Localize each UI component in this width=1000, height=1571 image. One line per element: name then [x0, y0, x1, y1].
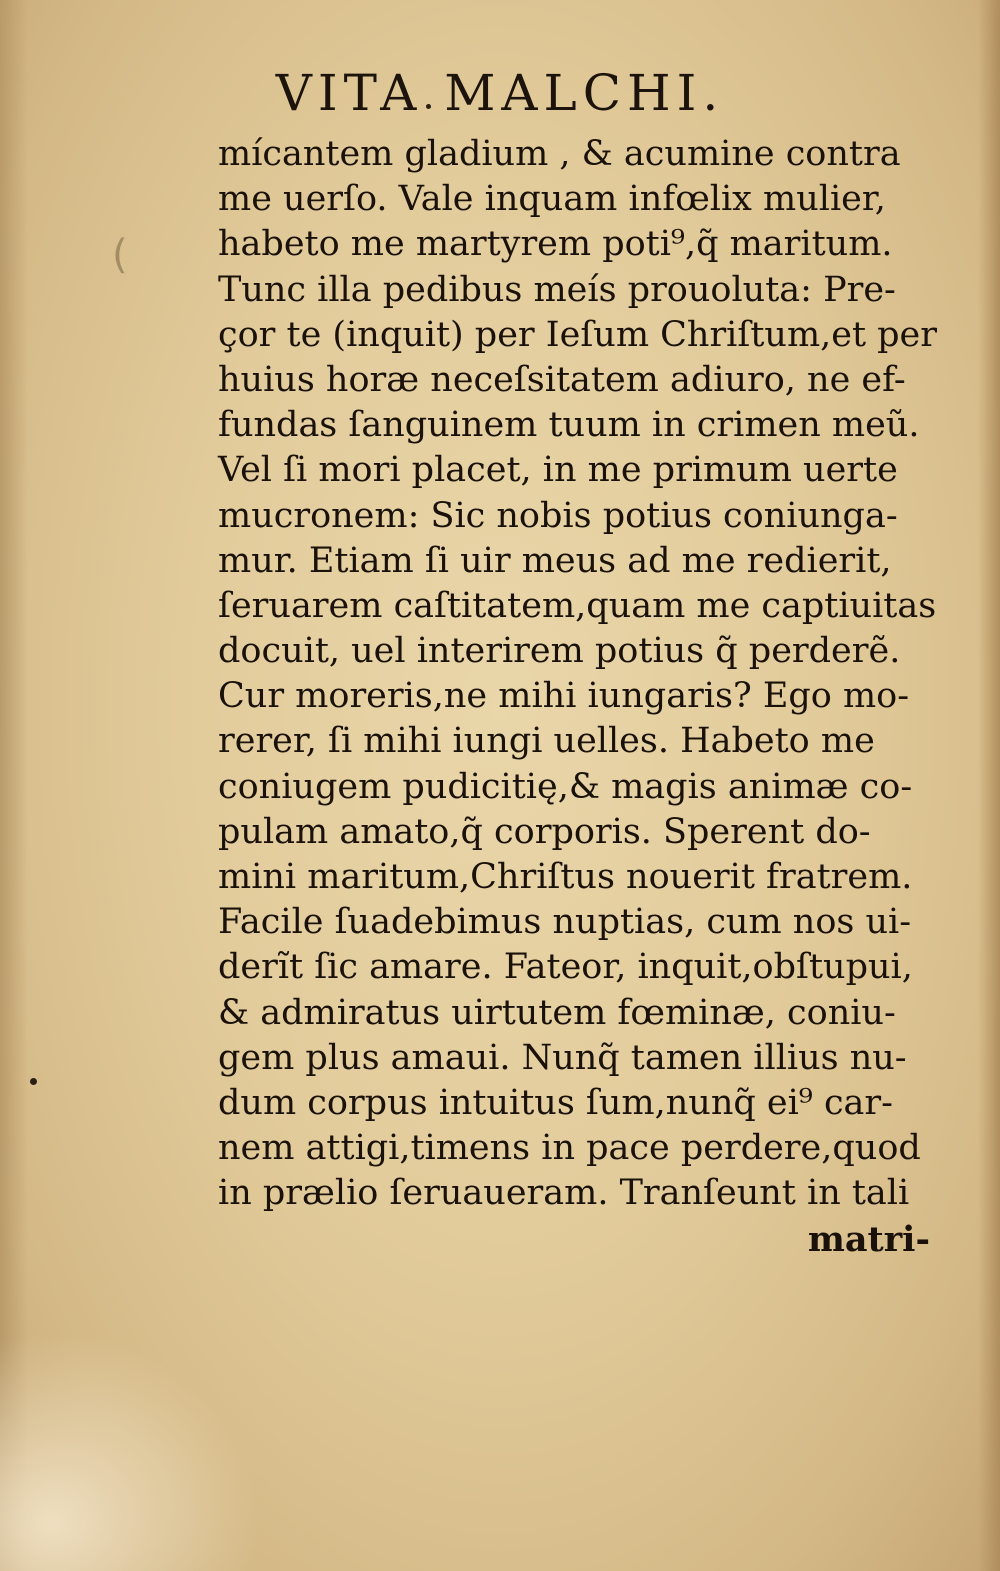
text-line: & admiratus uirtutem fœminæ, coniu-: [218, 992, 896, 1033]
text-line: Facile ſuadebimus nuptias, cum nos ui-: [218, 902, 912, 943]
text-line: mícantem gladium , & acumine contra: [218, 134, 901, 174]
text-line: rerer, ſi mihi iungi uelles. Habeto me: [218, 721, 875, 762]
text-line: dum corpus intuitus ſum,nunq̃ ei⁹ car-: [218, 1082, 893, 1123]
text-line: derĩt ſic amare. Fateor, inquit,obſtupui,: [218, 947, 913, 988]
text-line: çor te (inquit) per Ieſum Chriſtum,et per: [218, 314, 938, 355]
text-line: Cur moreris,ne mihi iungaris? Ego mo-: [218, 676, 910, 717]
text-line: huius horæ neceſsitatem adiuro, ne ef-: [218, 359, 906, 400]
text-line: docuit, uel interirem potius q̃ perderẽ.: [218, 631, 901, 672]
text-line: Tunc illa pedibus meís prouoluta: Pre-: [218, 269, 896, 310]
text-line: me uerſo. Vale inquam infœlix mulier,: [218, 179, 886, 220]
text-line: coniugem pudicitię,& magis animæ co-: [218, 766, 913, 807]
text-line: fundas ſanguinem tuum in crimen meũ.: [218, 405, 920, 446]
paper-stain: [0, 1331, 260, 1571]
text-line: in prælio ſeruaueram. Tranſeunt in tali: [218, 1173, 910, 1214]
catchword: matri-: [807, 1218, 930, 1260]
body-text: [218, 132, 938, 1262]
bleed-through-mark: (: [112, 232, 128, 278]
page-right-shadow: [978, 0, 1000, 1571]
text-line: nem attigi,timens in pace perdere,quod: [218, 1128, 921, 1169]
text-line: mini maritum,Chriſtus nouerit fratrem.: [218, 857, 913, 897]
text-line: mur. Etiam ſi uir meus ad me redierit,: [218, 540, 892, 581]
text-line: habeto me martyrem poti⁹,q̃ maritum.: [218, 224, 893, 265]
text-line: pulam amato,q̃ corporis. Sperent do-: [218, 811, 871, 852]
text-line: Vel ſi mori placet, in me primum uerte: [218, 450, 898, 491]
running-head: VITA MALCHI.: [275, 64, 725, 122]
text-line: ſeruarem caſtitatem,quam me captiuitas: [218, 585, 937, 626]
text-line: mucronem: Sic nobis potius coniunga-: [218, 495, 898, 536]
text-line: gem plus amaui. Nunq̃ tamen illius nu-: [218, 1037, 907, 1078]
ink-speck: [30, 1078, 37, 1085]
